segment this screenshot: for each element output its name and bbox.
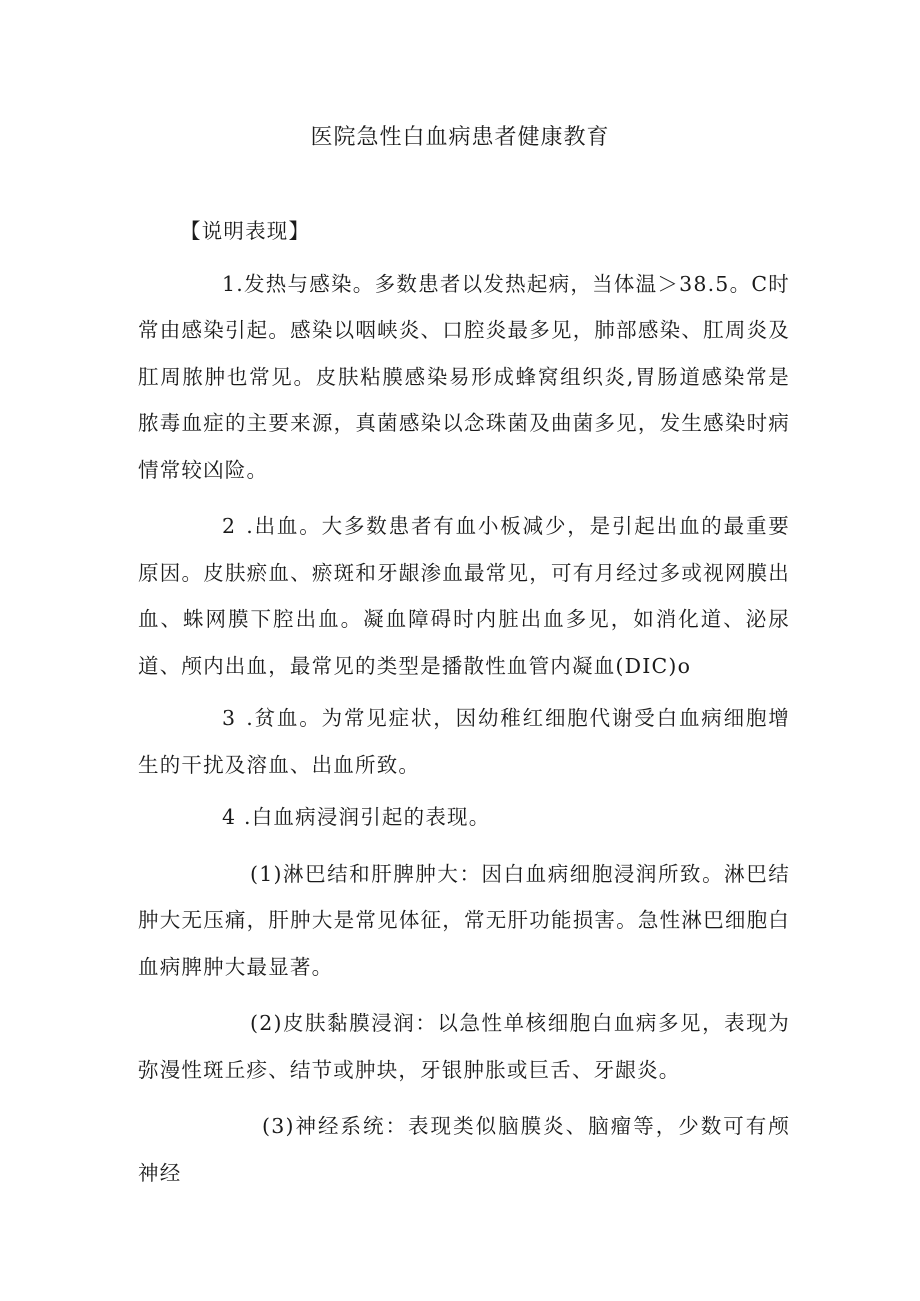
paragraph-number: (1): [250, 861, 283, 886]
paragraph-text: .出血。大多数患者有血小板减少，是引起出血的最重要原因。皮肤瘀血、瘀斑和牙龈渗血最常见，可有月经过多或视网膜出血、蛛网膜下腔出血。凝血障碍时内脏出血多见，如消化道、泌尿道、颅内出血，最常见的类型是播散性血管内凝血(DIC)o: [138, 514, 790, 678]
document-body: [138, 208, 790, 1196]
paragraph-skin-mucosa: [138, 1000, 790, 1093]
paragraph-text: 发热与感染。多数患者以发热起病，当体温＞38.5。C时常由感染引起。感染以咽峡炎、口腔炎最多见，肺部感染、肛周炎及肛周脓肿也常见。皮肤粘膜感染易形成蜂窝组织炎,胃肠道感染常是脓毒血症的主要来源，真菌感染以念珠菌及曲菌多见，发生感染时病情常较凶险。: [138, 271, 790, 482]
paragraph-number: (2): [250, 1011, 283, 1035]
section-heading: 【说明表现】: [180, 219, 311, 243]
paragraph-number: 3: [222, 706, 237, 730]
paragraph-infiltration: [138, 794, 790, 841]
paragraph-nervous-system: [138, 1103, 790, 1196]
paragraph-number: 1.: [222, 271, 244, 296]
paragraph-number: 4: [222, 805, 237, 829]
paragraph-lymph-liver-spleen: [138, 851, 790, 991]
paragraph-text: 皮肤黏膜浸润：以急性单核细胞白血病多见，表现为弥漫性斑丘疹、结节或肿块，牙银肿胀或巨舌、牙龈炎。: [138, 1011, 790, 1082]
paragraph-text: .白血病浸润引起的表现。: [244, 805, 491, 829]
paragraph-text: 神经系统：表现类似脑膜炎、脑瘤等，少数可有颅神经: [138, 1114, 790, 1185]
paragraph-number: 2: [222, 514, 237, 538]
paragraph-text: 淋巴结和肝脾肿大：因白血病细胞浸润所致。淋巴结肿大无压痛，肝肿大是常见体征，常无肝功能损害。急性淋巴细胞白血病脾肿大最显著。: [138, 861, 790, 979]
paragraph-number: (3): [262, 1114, 295, 1138]
paragraph-anemia: [138, 695, 790, 788]
paragraph-fever-infection: [138, 261, 790, 494]
paragraph-bleeding: [138, 503, 790, 689]
paragraph-text: .贫血。为常见症状，因幼稚红细胞代谢受白血病细胞增生的干扰及溶血、出血所致。: [138, 706, 790, 777]
document-title: 医院急性白血病患者健康教育: [310, 125, 610, 150]
